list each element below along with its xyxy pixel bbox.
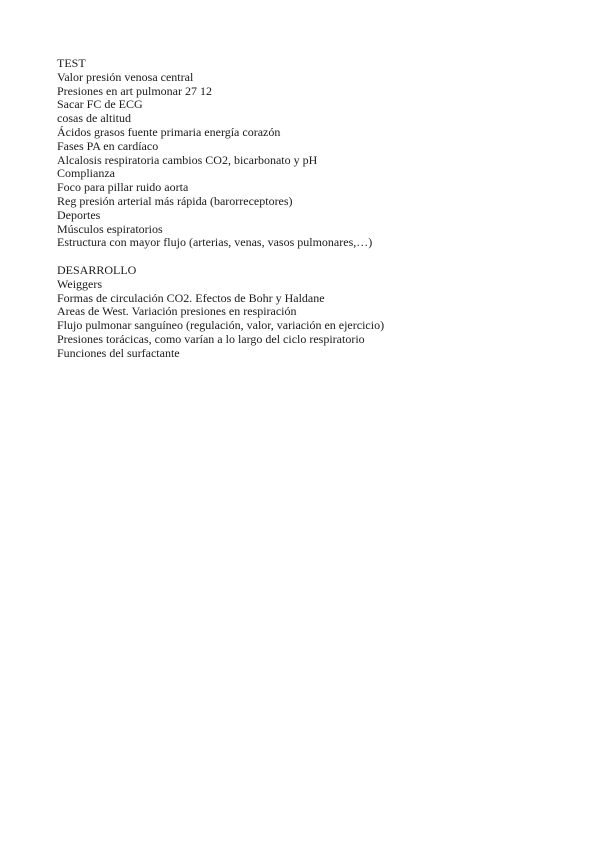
- list-item: Formas de circulación CO2. Efectos de Bohr y Haldane: [57, 290, 325, 305]
- list-item: Presiones en art pulmonar 27 12: [57, 83, 212, 98]
- section-desarrollo: [57, 264, 547, 361]
- list-item: Sacar FC de ECG: [57, 97, 143, 112]
- list-item: Ácidos grasos fuente primaria energía corazón: [57, 124, 281, 139]
- list-item: Reg presión arterial más rápida (barorreceptores): [57, 193, 293, 208]
- list-item: Areas de West. Variación presiones en respiración: [57, 304, 297, 319]
- list-item: Foco para pillar ruido aorta: [57, 180, 189, 195]
- list-item: Deportes: [57, 207, 101, 222]
- section-heading-test: TEST: [57, 56, 86, 70]
- section-test: [57, 57, 547, 250]
- section-spacer: [57, 250, 547, 264]
- document-body: [57, 57, 547, 361]
- list-item: Fases PA en cardíaco: [57, 138, 159, 153]
- list-item: Complianza: [57, 166, 115, 181]
- list-item: Weiggers: [57, 276, 103, 291]
- list-item: Alcalosis respiratoria cambios CO2, bicarbonato y pH: [57, 152, 318, 167]
- section-heading-desarrollo: DESARROLLO: [57, 262, 137, 277]
- list-item: Músculos espiratorios: [57, 221, 163, 236]
- list-item: cosas de altitud: [57, 111, 131, 126]
- list-item: Estructura con mayor flujo (arterias, venas, vasos pulmonares,…): [57, 235, 373, 250]
- list-item: Presiones torácicas, como varían a lo largo del ciclo respiratorio: [57, 331, 365, 346]
- list-item: Flujo pulmonar sanguíneo (regulación, valor, variación en ejercicio): [57, 318, 385, 333]
- list-item: Funciones del surfactante: [57, 345, 180, 360]
- list-item: Valor presión venosa central: [57, 69, 194, 84]
